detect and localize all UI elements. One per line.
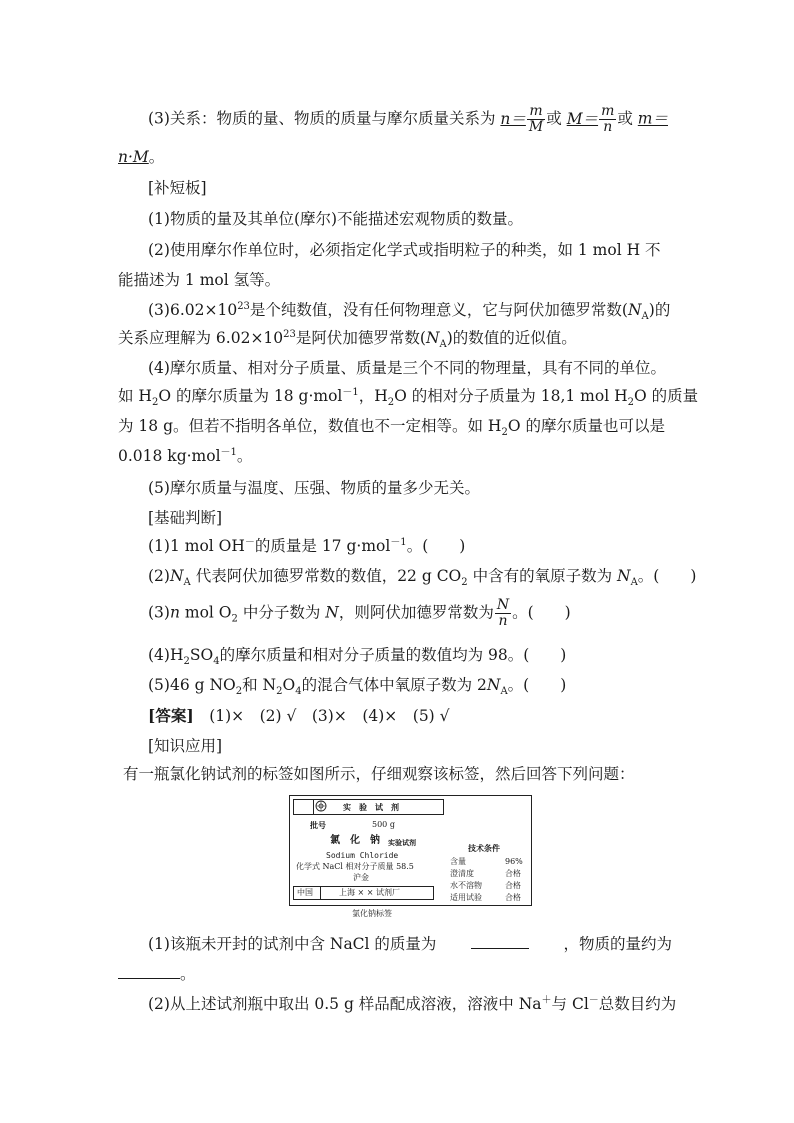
buduanban-point-3-cont: 关系应理解为 $6.02\times 10^{23}$是阿伏加德罗常数$(N_A)$的数值的近似值。 [118,328,577,351]
label-batch: 批号 [310,820,326,830]
label-spec-value: 96% [505,857,523,866]
label-logo-box [293,799,314,815]
buduanban-point-5: (5)摩尔质量与温度、压强、物质的量多少无关。 [148,479,480,497]
application-question-2: (2)从上述试剂瓶中取出 0.5 g 样品配成溶液，溶液中 Na＋与 Cl－总数目约为 [148,994,677,1013]
label-country: 中国 [297,888,313,897]
judge-question-3: (3)n mol $O_2$ 中分子数为 N，则阿伏加德罗常数为 $\frac{N}{n}$ 。( ) [148,597,571,629]
label-spec-value: 合格 [505,869,521,878]
label-spec-key: 含量 [450,857,466,866]
application-question-1: (1)该瓶未开封的试剂中含 NaCl 的质量为 ，物质的量约为 [148,935,672,953]
label-factory: 上海 × × 试剂厂 [339,888,401,897]
flask-logo-icon [315,800,327,812]
formula-m: m＝ [637,109,668,128]
buduanban-point-2: (2)使用摩尔作单位时，必须指定化学式或指明粒子的种类，如 1 mol H 不 [148,241,661,259]
relation-text: (3)关系：物质的量、物质的质量与摩尔质量关系为 [148,109,496,128]
application-intro: 有一瓶氯化钠试剂的标签如图所示，仔细观察该标签，然后回答下列问题： [123,765,635,783]
buduanban-point-4-line2: 如 $H_2O$ 的摩尔质量为 18 g·mol$^{-1}$，$H_2O$ 的相对分子质量为 18,1 mol $H_2O$ 的质量 [118,386,699,409]
label-spec-value: 合格 [505,881,521,890]
section-heading-judge: [基础判断] [148,509,223,527]
answer-line [148,706,450,726]
label-spec-key: 澄清度 [450,869,474,878]
label-spec-value: 合格 [505,893,521,902]
label-spec-key: 适用试验 [450,893,482,902]
buduanban-point-4-line4: 0.018 kg·mol$^{-1}$。 [118,446,253,465]
section-heading-application: [知识应用] [148,737,223,755]
judge-question-4: $(4)H_2SO_4$的摩尔质量和相对分子质量的数值均为 98。( ) [148,646,567,668]
label-header: 实 验 试 剂 [343,802,399,812]
buduanban-point-1: (1)物质的量及其单位(摩尔)不能描述宏观物质的数量。 [148,210,524,228]
section-heading-buduanban: [补短板] [148,179,207,197]
answer-blank[interactable] [118,964,180,979]
answer-blank[interactable] [471,934,529,949]
buduanban-point-4: (4)摩尔质量、相对分子质量、质量是三个不同的物理量，具有不同的单位。 [148,359,666,377]
label-formula: 化学式 NaCl 相对分子质量 58.5 [296,862,414,871]
label-weight: 500 g [372,820,395,829]
answer-values: (1)× (2) √ (3)× (4)× (5) √ [209,707,450,725]
figure-caption: 氯化钠标签 [352,909,392,918]
label-spec-key: 水不溶物 [450,881,482,890]
judge-question-2: $(2)N_A$ 代表阿伏加德罗常数的数值，22 g $CO_2$ 中含有的氧原子数为 $N_A$。( ) [148,567,697,589]
label-tech-title: 技术条件 [468,843,500,853]
judge-question-1: (1)1 mol OH－的质量是 17 g·mol$^{-1}$。( ) [148,536,466,555]
label-hujin: 沪金 [353,873,369,882]
relation-line: (3)关系：物质的量、物质的质量与摩尔质量关系为 n＝ $\frac{m}{M}$ 或 M＝ $\frac{m}{n}$ 或 m＝ [148,103,668,135]
formula-M: M＝ $\frac{m}{n}$ [566,103,615,135]
buduanban-point-3: $(3)6.02\times 10^{23}$是个纯数值，没有任何物理意义，它与阿伏加德罗常数$(N_A)$的 [148,300,671,323]
label-name-en: Sodium Chloride [326,851,399,860]
formula-n: n＝ $\frac{m}{M}$ [500,103,544,135]
buduanban-point-2-cont: 能描述为 1 mol 氢等。 [118,271,281,289]
relation-line-2: n·M。 [118,148,165,166]
judge-question-5: (5)46 g $NO_2$和 $N_2O_4$的混合气体中氧原子数为 $2N_A$。( ) [148,676,567,698]
answer-label: [答案] [148,706,194,725]
buduanban-point-4-line3: 为 18 g。但若不指明各单位，数值也不一定相等。如 $H_2O$ 的摩尔质量也可以是 [118,417,665,439]
label-grade: 实验试剂 [388,838,416,847]
label-name-cn: 氯 化 钠 [330,835,380,846]
application-question-1-cont: 。 [118,964,196,984]
